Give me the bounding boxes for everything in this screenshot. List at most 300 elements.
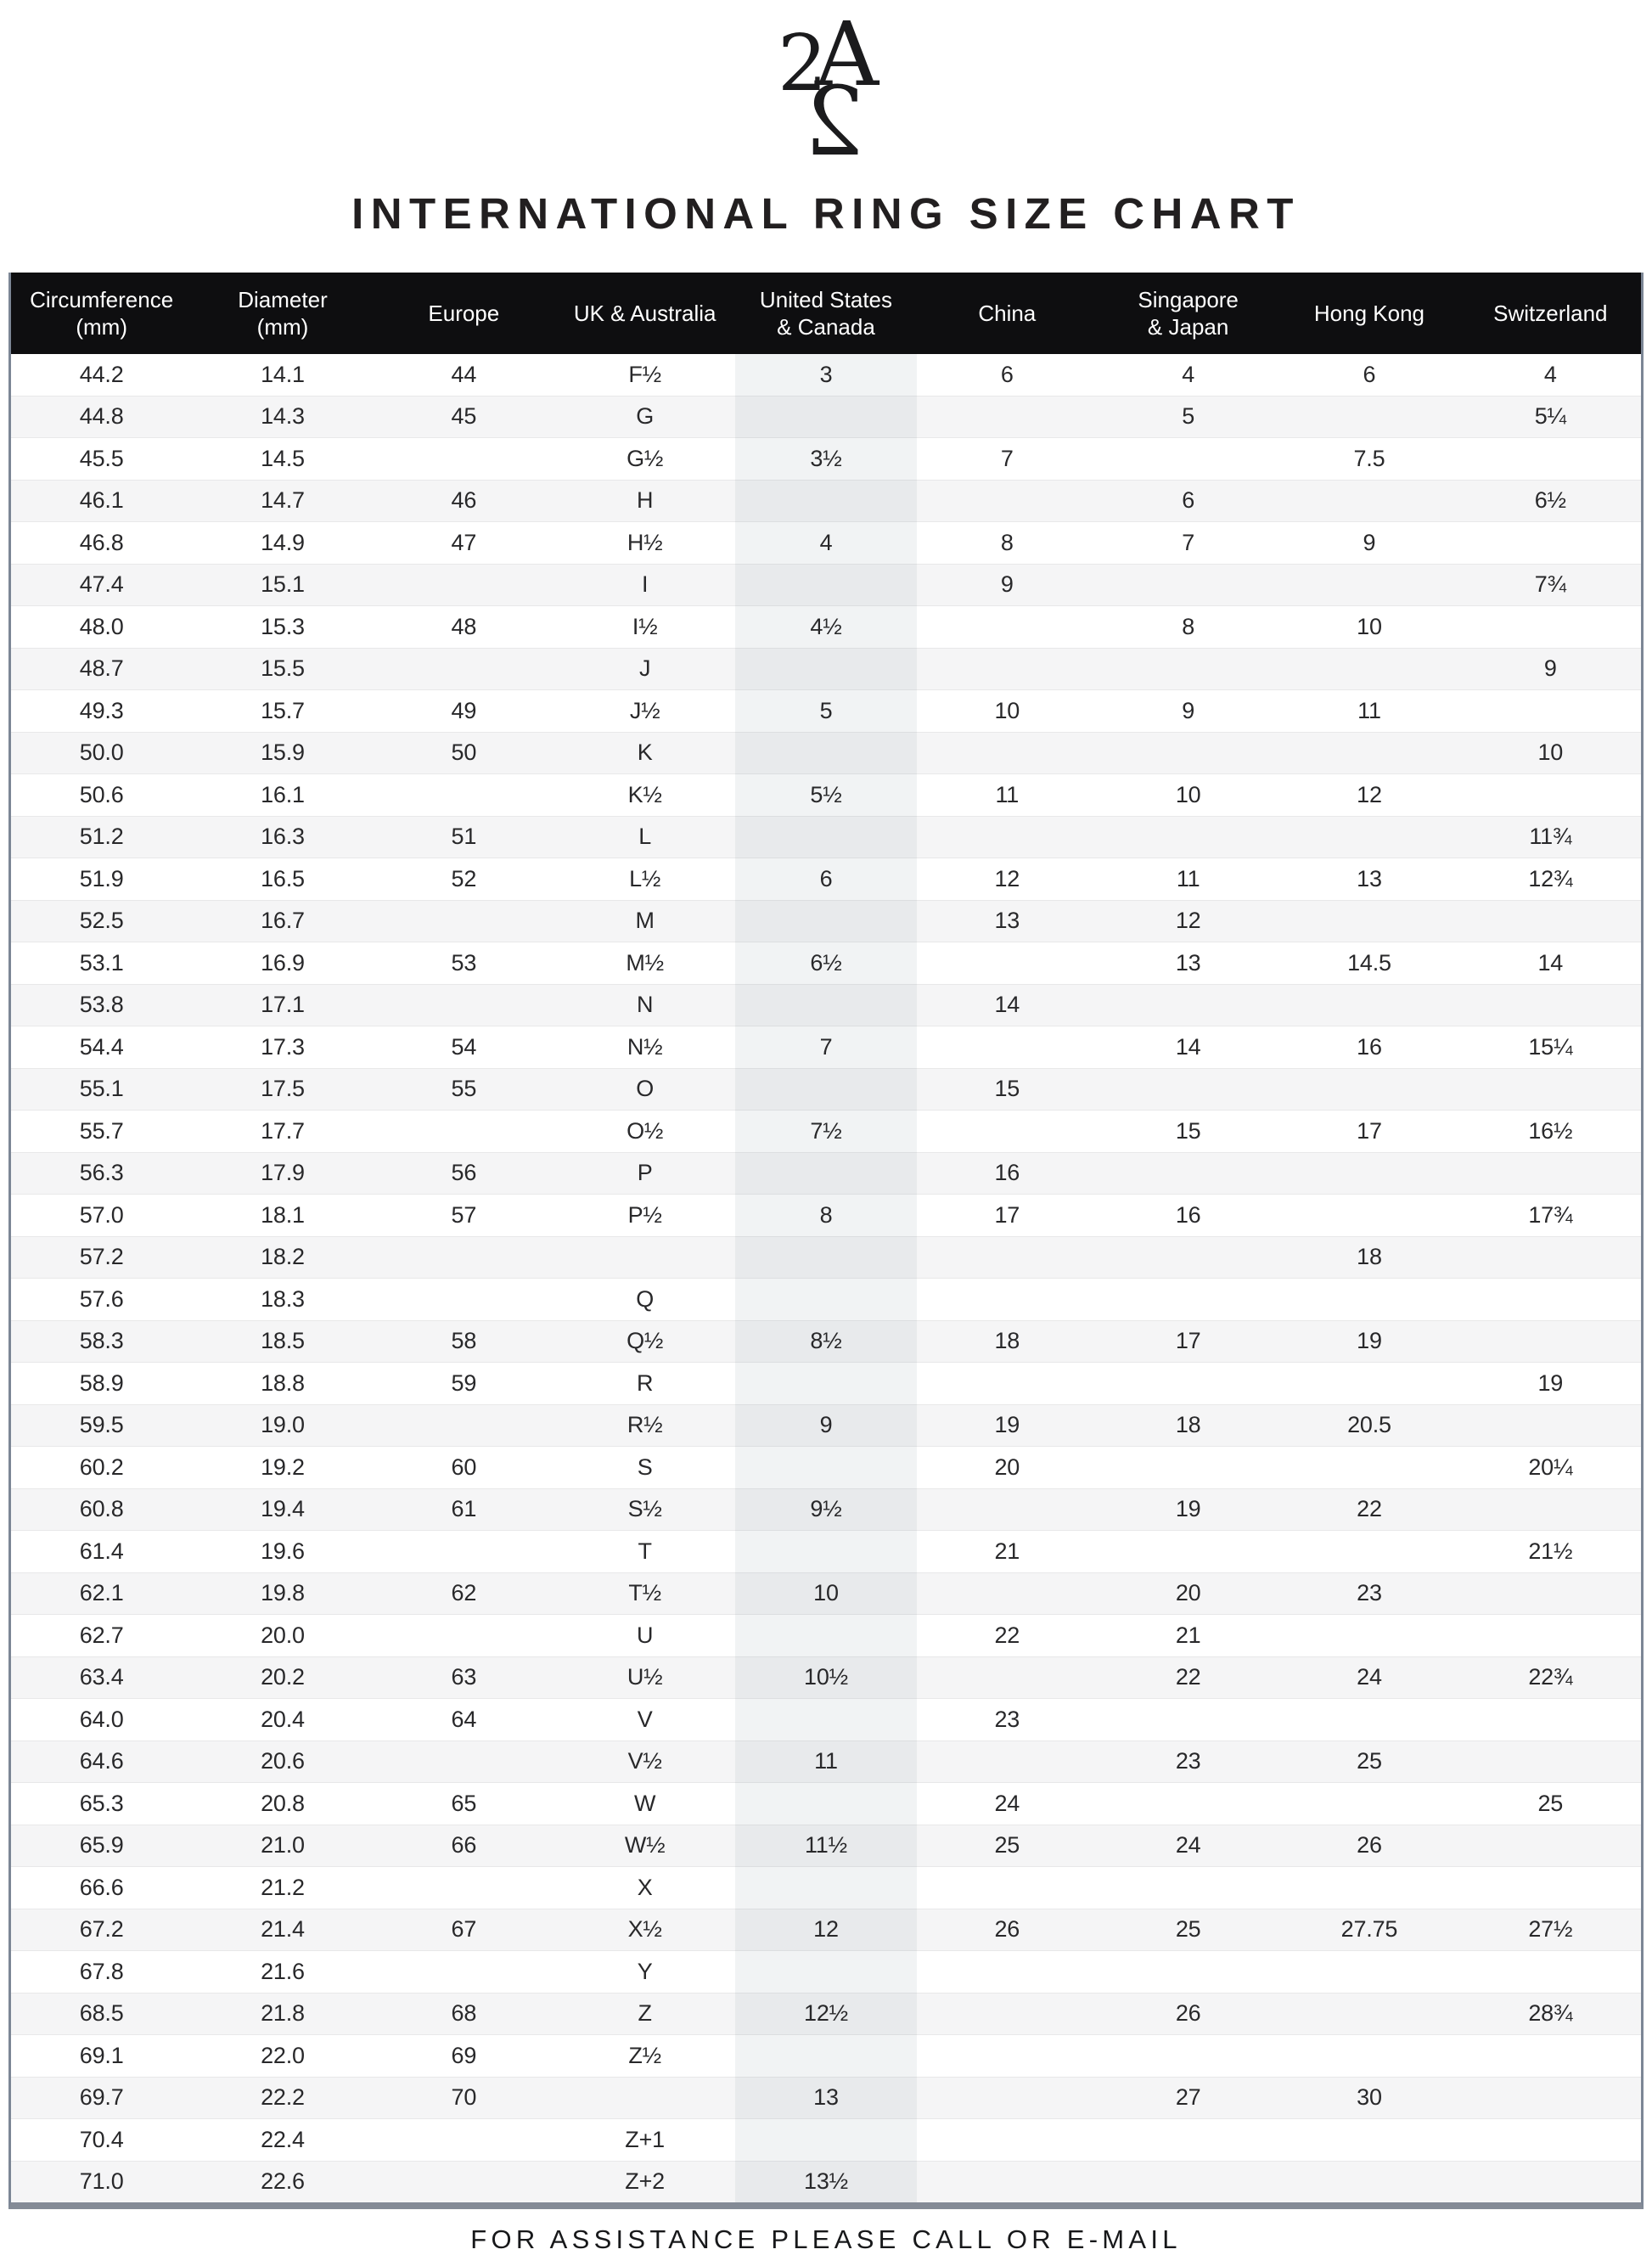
cell-hong-kong <box>1278 1867 1459 1909</box>
cell-united-states-canada: 6½ <box>735 942 916 985</box>
cell-diameter-mm: 17.7 <box>261 1117 305 1144</box>
size-row <box>11 1867 1641 1909</box>
cell-switzerland <box>1460 774 1641 817</box>
cell-uk-australia: W <box>634 1790 656 1816</box>
cell-europe <box>374 564 554 606</box>
cell-diameter-mm: 21.2 <box>261 1874 305 1900</box>
cell-singapore-japan <box>1098 984 1278 1026</box>
cell-diameter-mm: 19.0 <box>261 1412 305 1438</box>
cell-uk-australia: Y <box>637 1958 653 1984</box>
cell-circumference-mm: 53.8 <box>79 992 124 1018</box>
cell-united-states-canada <box>735 984 916 1026</box>
cell-uk-australia: Z+1 <box>625 2126 665 2152</box>
cell-switzerland: 12¾ <box>1528 865 1573 891</box>
cell-singapore-japan: 4 <box>1182 361 1195 387</box>
cell-united-states-canada <box>735 648 916 690</box>
size-row <box>11 1783 1641 1825</box>
cell-diameter-mm: 15.9 <box>261 739 305 766</box>
cell-united-states-canada <box>735 564 916 606</box>
cell-singapore-japan: 11 <box>1176 865 1200 891</box>
cell-europe: 48 <box>451 613 477 639</box>
cell-hong-kong: 23 <box>1357 1580 1382 1606</box>
cell-circumference-mm: 57.6 <box>79 1285 124 1312</box>
size-row <box>11 1656 1641 1699</box>
cell-united-states-canada: 7 <box>735 1026 916 1069</box>
cell-united-states-canada: 9 <box>735 1404 916 1447</box>
cell-china <box>917 2077 1098 2119</box>
cell-diameter-mm: 14.7 <box>261 487 305 514</box>
cell-uk-australia: Q <box>636 1285 655 1312</box>
cell-europe: 53 <box>451 949 477 976</box>
cell-china <box>917 1867 1098 1909</box>
cell-uk-australia: U <box>636 1622 654 1648</box>
cell-diameter-mm: 15.5 <box>261 655 305 682</box>
cell-switzerland: 28¾ <box>1528 2000 1573 2027</box>
cell-china: 15 <box>994 1076 1020 1102</box>
size-row <box>11 1026 1641 1069</box>
size-row <box>11 1447 1641 1489</box>
column-header-uk-australia: UK & Australia <box>554 273 735 354</box>
cell-hong-kong <box>1278 396 1459 438</box>
cell-uk-australia: U½ <box>627 1664 663 1690</box>
cell-circumference-mm: 55.1 <box>79 1076 124 1102</box>
cell-switzerland <box>1460 1152 1641 1195</box>
cell-china: 25 <box>994 1832 1020 1859</box>
cell-singapore-japan: 9 <box>1182 697 1195 723</box>
column-header-hong-kong: Hong Kong <box>1278 273 1459 354</box>
cell-singapore-japan <box>1098 438 1278 481</box>
cell-switzerland: 20¼ <box>1528 1454 1573 1480</box>
cell-singapore-japan <box>1098 1236 1278 1279</box>
cell-europe: 68 <box>451 2000 477 2027</box>
cell-hong-kong <box>1278 1993 1459 2035</box>
cell-uk-australia: N <box>636 992 654 1018</box>
cell-circumference-mm: 50.0 <box>79 739 124 766</box>
size-row <box>11 1152 1641 1195</box>
cell-circumference-mm: 49.3 <box>79 697 124 723</box>
size-row <box>11 942 1641 985</box>
brand-logo <box>0 0 1652 163</box>
cell-united-states-canada <box>735 1152 916 1195</box>
size-row <box>11 522 1641 565</box>
cell-circumference-mm: 44.2 <box>79 361 124 387</box>
cell-circumference-mm: 71.0 <box>79 2168 124 2195</box>
cell-singapore-japan <box>1098 1279 1278 1321</box>
cell-uk-australia <box>554 2077 735 2119</box>
cell-circumference-mm: 46.1 <box>79 487 124 514</box>
cell-circumference-mm: 62.7 <box>79 1622 124 1648</box>
cell-europe <box>374 1740 554 1783</box>
cell-china: 19 <box>994 1412 1020 1438</box>
cell-diameter-mm: 20.2 <box>261 1664 305 1690</box>
cell-diameter-mm: 22.2 <box>261 2084 305 2111</box>
cell-hong-kong <box>1278 1152 1459 1195</box>
size-row <box>11 1068 1641 1111</box>
cell-china <box>917 1572 1098 1615</box>
size-row <box>11 2161 1641 2202</box>
cell-hong-kong <box>1278 1699 1459 1741</box>
cell-europe <box>374 1867 554 1909</box>
cell-china <box>917 816 1098 858</box>
cell-switzerland: 25 <box>1537 1790 1564 1816</box>
cell-circumference-mm: 65.3 <box>79 1790 124 1816</box>
cell-singapore-japan: 24 <box>1175 1832 1201 1859</box>
cell-circumference-mm: 58.9 <box>79 1369 124 1396</box>
cell-singapore-japan: 13 <box>1175 949 1201 976</box>
cell-switzerland <box>1460 1320 1641 1363</box>
cell-uk-australia: P½ <box>627 1201 662 1228</box>
cell-singapore-japan: 18 <box>1175 1412 1201 1438</box>
cell-hong-kong: 30 <box>1357 2084 1382 2111</box>
cell-europe: 67 <box>451 1916 477 1943</box>
cell-united-states-canada <box>735 1531 916 1573</box>
cell-switzerland <box>1460 1279 1641 1321</box>
cell-china: 26 <box>994 1916 1020 1943</box>
cell-diameter-mm: 14.3 <box>261 403 305 430</box>
cell-uk-australia: O½ <box>627 1117 664 1144</box>
page-title: INTERNATIONAL RING SIZE CHART <box>351 189 1301 238</box>
cell-uk-australia: I <box>641 571 649 598</box>
cell-uk-australia: T½ <box>628 1580 661 1606</box>
cell-uk-australia: G½ <box>627 445 664 471</box>
cell-china: 10 <box>994 697 1020 723</box>
cell-switzerland <box>1460 1699 1641 1741</box>
cell-singapore-japan: 26 <box>1175 2000 1201 2027</box>
cell-diameter-mm: 18.8 <box>261 1369 305 1396</box>
cell-united-states-canada <box>735 1279 916 1321</box>
cell-united-states-canada: 11 <box>735 1740 916 1783</box>
cell-circumference-mm: 64.0 <box>79 1706 124 1732</box>
cell-europe: 58 <box>451 1328 477 1354</box>
cell-hong-kong: 14.5 <box>1347 949 1391 976</box>
cell-china: 17 <box>994 1201 1020 1228</box>
size-row <box>11 858 1641 901</box>
cell-uk-australia: K <box>637 739 653 766</box>
ring-size-table <box>11 273 1641 2202</box>
cell-united-states-canada <box>735 1615 916 1657</box>
cell-china <box>917 1656 1098 1699</box>
cell-united-states-canada: 5 <box>735 690 916 733</box>
size-row <box>11 690 1641 733</box>
size-row <box>11 438 1641 481</box>
cell-hong-kong <box>1278 480 1459 522</box>
cell-hong-kong: 19 <box>1357 1328 1382 1354</box>
size-row <box>11 1699 1641 1741</box>
cell-singapore-japan <box>1098 2035 1278 2078</box>
cell-circumference-mm: 48.7 <box>79 655 124 682</box>
cell-europe: 49 <box>451 697 477 723</box>
cell-united-states-canada <box>735 480 916 522</box>
cell-hong-kong: 24 <box>1357 1664 1382 1690</box>
cell-diameter-mm: 21.4 <box>261 1916 305 1943</box>
cell-hong-kong <box>1278 1615 1459 1657</box>
cell-united-states-canada <box>735 900 916 942</box>
cell-hong-kong <box>1278 648 1459 690</box>
cell-europe: 65 <box>451 1790 477 1816</box>
cell-europe: 70 <box>451 2084 477 2111</box>
cell-uk-australia: J <box>638 655 651 682</box>
cell-hong-kong: 10 <box>1357 613 1382 639</box>
cell-diameter-mm: 16.1 <box>261 781 305 807</box>
cell-uk-australia: R <box>636 1369 654 1396</box>
cell-switzerland <box>1460 2119 1641 2162</box>
size-row <box>11 1615 1641 1657</box>
cell-uk-australia: K½ <box>627 781 662 807</box>
cell-europe: 55 <box>451 1076 477 1102</box>
cell-switzerland: 27½ <box>1528 1916 1573 1943</box>
cell-europe: 45 <box>451 403 477 430</box>
cell-singapore-japan: 6 <box>1182 487 1195 514</box>
cell-switzerland <box>1460 438 1641 481</box>
column-header-europe: Europe <box>374 273 554 354</box>
cell-diameter-mm: 18.2 <box>261 1244 305 1270</box>
cell-europe <box>374 648 554 690</box>
cell-circumference-mm: 59.5 <box>79 1412 124 1438</box>
cell-switzerland <box>1460 522 1641 565</box>
cell-uk-australia: S <box>637 1454 653 1480</box>
cell-diameter-mm: 15.7 <box>261 697 305 723</box>
cell-singapore-japan <box>1098 2161 1278 2202</box>
cell-china <box>917 1951 1098 1994</box>
cell-hong-kong <box>1278 1951 1459 1994</box>
cell-hong-kong <box>1278 816 1459 858</box>
cell-china: 21 <box>994 1538 1020 1564</box>
cell-diameter-mm: 21.0 <box>261 1832 305 1859</box>
cell-china <box>917 1279 1098 1321</box>
cell-uk-australia: V <box>637 1706 653 1732</box>
cell-switzerland: 16½ <box>1528 1117 1573 1144</box>
cell-switzerland <box>1460 1572 1641 1615</box>
cell-hong-kong: 18 <box>1357 1244 1382 1270</box>
cell-uk-australia: I½ <box>632 613 658 639</box>
cell-circumference-mm: 54.4 <box>79 1033 124 1060</box>
cell-singapore-japan: 15 <box>1175 1117 1201 1144</box>
cell-circumference-mm: 61.4 <box>79 1538 124 1564</box>
cell-singapore-japan <box>1098 1152 1278 1195</box>
cell-hong-kong: 12 <box>1357 781 1382 807</box>
cell-singapore-japan <box>1098 1531 1278 1573</box>
size-row <box>11 1404 1641 1447</box>
cell-circumference-mm: 70.4 <box>79 2126 124 2152</box>
size-row <box>11 2035 1641 2078</box>
cell-uk-australia: V½ <box>627 1748 662 1774</box>
cell-circumference-mm: 63.4 <box>79 1664 124 1690</box>
cell-united-states-canada <box>735 1783 916 1825</box>
cell-china <box>917 1740 1098 1783</box>
cell-europe: 51 <box>451 824 477 850</box>
table-header-row <box>11 273 1641 354</box>
cell-uk-australia: W½ <box>624 1832 666 1859</box>
cell-uk-australia: H½ <box>627 529 663 555</box>
cell-circumference-mm: 48.0 <box>79 613 124 639</box>
cell-uk-australia: Q½ <box>627 1328 664 1354</box>
cell-europe <box>374 2119 554 2162</box>
size-row <box>11 2119 1641 2162</box>
cell-switzerland: 10 <box>1537 739 1564 766</box>
cell-china <box>917 942 1098 985</box>
cell-diameter-mm: 18.5 <box>261 1328 305 1354</box>
cell-singapore-japan: 7 <box>1182 529 1195 555</box>
cell-uk-australia: N½ <box>627 1033 663 1060</box>
cell-uk-australia: M½ <box>626 949 664 976</box>
cell-united-states-canada: 8½ <box>735 1320 916 1363</box>
cell-circumference-mm: 68.5 <box>79 2000 124 2027</box>
cell-europe <box>374 1111 554 1153</box>
size-row <box>11 984 1641 1026</box>
cell-uk-australia: L½ <box>629 865 661 891</box>
cell-circumference-mm: 67.8 <box>79 1958 124 1984</box>
cell-diameter-mm: 21.6 <box>261 1958 305 1984</box>
cell-switzerland <box>1460 606 1641 649</box>
cell-united-states-canada: 8 <box>735 1195 916 1237</box>
cell-europe <box>374 1279 554 1321</box>
cell-switzerland <box>1460 1488 1641 1531</box>
cell-switzerland <box>1460 2035 1641 2078</box>
size-row <box>11 1488 1641 1531</box>
brand-monogram-2a-icon <box>762 8 890 157</box>
cell-united-states-canada <box>735 1867 916 1909</box>
cell-china: 11 <box>995 781 1020 807</box>
cell-united-states-canada: 13½ <box>735 2161 916 2202</box>
cell-circumference-mm: 51.9 <box>79 865 124 891</box>
cell-hong-kong: 22 <box>1357 1496 1382 1522</box>
cell-china: 6 <box>1000 361 1014 387</box>
cell-diameter-mm: 20.8 <box>261 1790 305 1816</box>
cell-singapore-japan: 12 <box>1175 908 1201 934</box>
cell-hong-kong <box>1278 1279 1459 1321</box>
cell-europe: 54 <box>451 1033 477 1060</box>
size-row <box>11 1993 1641 2035</box>
cell-europe <box>374 1531 554 1573</box>
cell-switzerland <box>1460 1867 1641 1909</box>
cell-switzerland <box>1460 900 1641 942</box>
cell-united-states-canada: 12½ <box>735 1993 916 2035</box>
cell-hong-kong: 25 <box>1357 1748 1382 1774</box>
cell-hong-kong: 11 <box>1357 697 1381 723</box>
cell-china <box>917 648 1098 690</box>
cell-china <box>917 1993 1098 2035</box>
cell-europe <box>374 438 554 481</box>
cell-europe: 61 <box>451 1496 477 1522</box>
cell-diameter-mm: 19.8 <box>261 1580 305 1606</box>
cell-europe: 66 <box>451 1832 477 1859</box>
cell-hong-kong <box>1278 900 1459 942</box>
cell-europe: 59 <box>451 1369 477 1396</box>
cell-singapore-japan <box>1098 1951 1278 1994</box>
footer-assistance-text: FOR ASSISTANCE PLEASE CALL OR E-MAIL <box>470 2224 1182 2254</box>
cell-diameter-mm: 18.1 <box>261 1201 305 1228</box>
cell-united-states-canada <box>735 1447 916 1489</box>
cell-circumference-mm: 55.7 <box>79 1117 124 1144</box>
cell-circumference-mm: 50.6 <box>79 781 124 807</box>
cell-diameter-mm: 16.5 <box>261 865 305 891</box>
cell-switzerland <box>1460 1068 1641 1111</box>
cell-circumference-mm: 53.1 <box>79 949 124 976</box>
cell-switzerland <box>1460 1951 1641 1994</box>
svg-text:2: 2 <box>803 67 864 157</box>
size-row <box>11 1236 1641 1279</box>
cell-united-states-canada: 11½ <box>735 1825 916 1867</box>
cell-united-states-canada <box>735 1699 916 1741</box>
cell-united-states-canada <box>735 732 916 774</box>
cell-switzerland: 19 <box>1537 1369 1564 1396</box>
cell-diameter-mm: 18.3 <box>261 1285 305 1312</box>
size-row <box>11 1909 1641 1951</box>
size-row <box>11 2077 1641 2119</box>
cell-united-states-canada <box>735 396 916 438</box>
cell-singapore-japan: 27 <box>1175 2084 1201 2111</box>
cell-circumference-mm: 57.0 <box>79 1201 124 1228</box>
cell-diameter-mm: 22.0 <box>261 2042 305 2068</box>
cell-hong-kong <box>1278 1783 1459 1825</box>
size-row <box>11 816 1641 858</box>
cell-hong-kong <box>1278 984 1459 1026</box>
cell-hong-kong: 6 <box>1363 361 1376 387</box>
svg-text:2: 2 <box>778 18 828 109</box>
cell-china: 23 <box>994 1706 1020 1732</box>
cell-singapore-japan: 10 <box>1175 781 1201 807</box>
cell-singapore-japan <box>1098 1447 1278 1489</box>
cell-switzerland <box>1460 2077 1641 2119</box>
cell-united-states-canada <box>735 2035 916 2078</box>
cell-singapore-japan: 16 <box>1175 1201 1201 1228</box>
cell-switzerland <box>1460 984 1641 1026</box>
cell-singapore-japan <box>1098 732 1278 774</box>
cell-china: 18 <box>994 1328 1020 1354</box>
cell-china <box>917 1111 1098 1153</box>
cell-switzerland <box>1460 2161 1641 2202</box>
cell-europe <box>374 774 554 817</box>
cell-singapore-japan <box>1098 564 1278 606</box>
cell-singapore-japan: 21 <box>1175 1622 1201 1648</box>
size-row <box>11 900 1641 942</box>
cell-united-states-canada: 4½ <box>735 606 916 649</box>
cell-hong-kong: 26 <box>1357 1832 1382 1859</box>
cell-circumference-mm: 65.9 <box>79 1832 124 1859</box>
cell-china <box>917 2035 1098 2078</box>
cell-china <box>917 1488 1098 1531</box>
cell-diameter-mm: 20.0 <box>261 1622 305 1648</box>
cell-china: 20 <box>994 1454 1020 1480</box>
cell-united-states-canada: 9½ <box>735 1488 916 1531</box>
cell-hong-kong <box>1278 1068 1459 1111</box>
cell-uk-australia: J½ <box>629 697 660 723</box>
column-header-singapore-japan: Singapore & Japan <box>1098 273 1278 354</box>
size-row <box>11 648 1641 690</box>
cell-circumference-mm: 57.2 <box>79 1244 124 1270</box>
cell-singapore-japan: 23 <box>1175 1748 1201 1774</box>
cell-singapore-japan: 17 <box>1175 1328 1201 1354</box>
cell-china: 12 <box>994 865 1020 891</box>
cell-united-states-canada <box>735 816 916 858</box>
column-header-circumference-mm: Circumference (mm) <box>11 273 192 354</box>
size-row <box>11 1740 1641 1783</box>
cell-circumference-mm: 69.1 <box>79 2042 124 2068</box>
cell-uk-australia: L <box>638 824 652 850</box>
cell-diameter-mm: 17.9 <box>261 1160 305 1186</box>
cell-united-states-canada <box>735 1951 916 1994</box>
cell-hong-kong <box>1278 564 1459 606</box>
cell-switzerland <box>1460 1615 1641 1657</box>
cell-uk-australia: Z+2 <box>625 2168 665 2195</box>
cell-circumference-mm: 52.5 <box>79 908 124 934</box>
cell-hong-kong: 9 <box>1363 529 1376 555</box>
column-header-china: China <box>917 273 1098 354</box>
cell-china <box>917 2119 1098 2162</box>
cell-circumference-mm: 47.4 <box>79 571 124 598</box>
cell-uk-australia: R½ <box>627 1412 663 1438</box>
cell-switzerland: 14 <box>1537 949 1564 976</box>
